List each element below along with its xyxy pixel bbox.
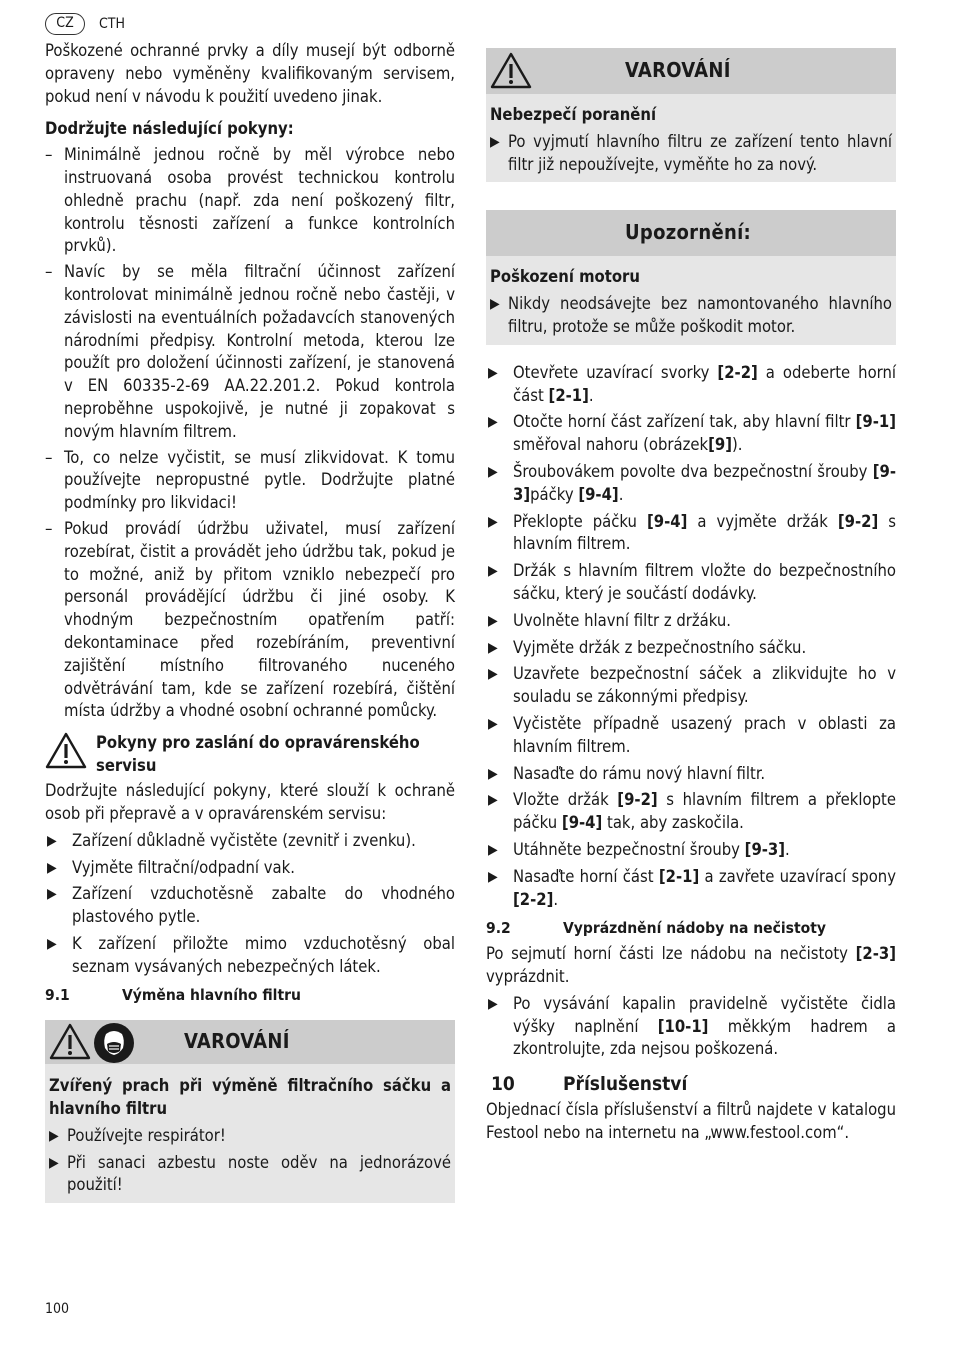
warning-box-injury [486,48,896,182]
section-9-2-heading [486,917,896,940]
service-heading: Pokyny pro zaslání do opravárenského servisu [96,733,420,775]
list-item: ▶ Držák s hlavním filtrem vložte do bezpečnostního sáčku, který je součástí dodávky. [488,561,896,603]
instructions-heading: Dodržujte následující pokyny: [45,119,294,139]
reference-label: [9-4] [561,813,603,833]
service-intro: Dodržujte následující pokyny, které slouží k ochraně osob při přepravě a v opravárenském servisu: [45,781,455,823]
list-item: – Navíc by se měla filtrační účinnost zařízení kontrolovat minimálně jednou ročně nebo častěji, v závislosti na eventuálních požadavcích stanovených národními předpisy. Kontrolní metoda, kterou lze použít pro doložení účinnosti zařízení, je stanovená v EN 60335-2-69 AA.22.201.2. Pokud kontrola neproběhne uspokojivě, je nutné ji zopakovat s novým hlavním filtrem. [45,262,455,441]
list-item: ▶ Uvolněte hlavní filtr z držáku. [486,610,896,633]
section-9-1-heading [45,984,455,1007]
list-item: ▶ Vyčistěte případně usazený prach v oblasti za hlavním filtrem. [488,713,896,756]
warning-box-body [486,94,896,182]
arrow-bullet-icon: ▶ [488,841,498,858]
reference-label: [2-2] [717,362,758,382]
arrow-bullet-icon: ▶ [488,639,498,656]
filter-replacement-steps [486,362,896,912]
reference-label: [9-2] [617,790,658,810]
reference-label: [2-3] [855,944,896,964]
list-item: ▶ Po vyjmutí hlavního filtru ze zařízení tento hlavní filtr již nepoužívejte, vyměňte ho za nový. [490,131,892,174]
arrow-bullet-icon: ▶ [488,364,498,381]
reference-label: [9-4] [578,484,619,504]
section-10-heading [486,1073,896,1096]
warning-box-list [49,1125,451,1197]
arrow-bullet-icon: ▶ [488,612,498,629]
list-item: ▶ Vložte držák [9-2] s hlavním filtrem a překlopte páčku [9-4] tak, aby zaskočila. [488,790,896,833]
list-item: ▶ Vyjměte filtrační/odpadní vak. [47,857,295,877]
list-item: ▶ Po vysávání kapalin pravidelně vyčistěte čidla výšky naplnění [10-1] měkkým hadrem a zkontrolujte, zda nejsou poškozená. [488,993,897,1059]
reference-label: [9-2] [837,511,879,531]
notice-box-title: Upozornění: [625,220,752,245]
list-item: ▶ Zařízení vzduchotěsně zabalte do vhodného plastového pytle. [47,884,455,927]
notice-box-motor [486,210,896,344]
warning-box-list [490,131,892,177]
list-item: ▶ Vyjměte držák z bezpečnostního sáčku. [486,637,896,660]
intro-paragraph: Poškozené ochranné prvky a díly musejí být odborně opraveny nebo vyměněny kvalifikovaným servisem, pokud není v návodu k použití uvedeno jinak. [45,41,455,106]
notice-box-subtitle: Poškození motoru [490,267,640,287]
list-item: – Pokud provádí údržbu uživatel, musí zařízení rozebírat, čistit a provádět jeho údržbu tak, pokud je to možné, aniž by přitom vzniklo nebezpečí pro personál provádějící údržbu či jiné osoby. K vhodným bezpečnostním opatřením patří: dekontaminace před rozebíráním, preventivní zajištění místního filtrovaného nuceného odvětrávání tam, kde se zařízení rozebírá, čištění místa údržby a vhodné osobní ochranné pomůcky. [45,518,455,721]
list-item: ▶ Nasaďte do rámu nový hlavní filtr. [486,763,896,786]
section-9-2-list [486,993,896,1061]
section-title: Příslušenství [563,1073,688,1096]
model-label: CTH [99,16,125,32]
section-9-2-text: Po sejmutí horní části lze nádobu na nečistoty [2-3] vyprázdnit. [486,944,896,986]
arrow-bullet-icon: ▶ [488,513,498,530]
list-item: ▶ Používejte respirátor! [49,1125,226,1145]
warning-box-title: VAROVÁNÍ [625,58,731,82]
section-10-text: Objednací čísla příslušenství a filtrů najdete v katalogu Festool nebo na internetu na „www.festool.com“. [486,1099,896,1142]
list-item: ▶ K zařízení přiložte mimo vzduchotěsný obal seznam vysávaných nebezpečných látek. [47,933,455,976]
arrow-bullet-icon: ▶ [488,666,498,683]
section-title: Vyprázdnění nádoby na nečistoty [563,919,826,938]
arrow-bullet-icon: ▶ [488,715,498,732]
warning-box-subtitle: Nebezpečí poranění [490,105,657,124]
reference-label: [9] [708,435,733,455]
section-title: Výměna hlavního filtru [122,986,301,1005]
page-number: 100 [45,1301,70,1317]
list-item: ▶ Nikdy neodsávejte bez namontovaného hlavního filtru, protože se může poškodit motor. [490,294,892,336]
warning-box-title: VAROVÁNÍ [184,1029,290,1054]
list-item: ▶ Při sanaci azbestu noste oděv na jednorázové použití! [49,1152,451,1195]
list-item: ▶ Utáhněte bezpečnostní šrouby [9-3]. [486,839,896,862]
service-list [45,830,455,979]
warning-box-dust [45,1020,455,1203]
list-item: ▶ Překlopte páčku [9-4] a vyjměte držák [9-2] s hlavním filtrem. [488,511,897,554]
reference-label: [2-1] [658,866,700,886]
notice-box-header [486,210,896,256]
arrow-bullet-icon: ▶ [488,563,498,580]
arrow-bullet-icon: ▶ [488,995,498,1012]
right-column [486,48,896,1144]
section-number: 9.1 [45,986,70,1005]
reference-label: [2-1] [548,385,589,405]
arrow-bullet-icon: ▶ [488,868,498,885]
list-item: ▶ Otočte horní část zařízení tak, aby hlavní filtr [9-1] směřoval nahoru (obrázek[9]). [488,412,896,455]
section-number: 10 [491,1073,515,1096]
left-column [45,40,455,1203]
reference-label: [9-3] [513,461,896,504]
list-item: ▶ Šroubovákem povolte dva bezpečnostní šrouby [9-3]páčky [9-4]. [488,461,896,504]
list-item: – To, co nelze vyčistit, se musí zlikvidovat. K tomu používejte nepropustné pytle. Dodržujte platné podmínky pro likvidaci! [45,447,455,513]
service-heading-block [45,732,455,778]
list-item: ▶ Nasaďte horní část [2-1] a zavřete uzavírací spony [2-2]. [488,866,896,909]
list-item: ▶ Zařízení důkladně vyčistěte (zevnitř i zvenku). [47,830,416,850]
reference-label: [9-4] [646,511,688,531]
warning-box-header [45,1020,455,1064]
warning-box-subtitle: Zvířený prach při výměně filtračního sáčku a hlavního filtru [49,1076,451,1119]
warning-triangle-icon [45,732,87,770]
instruction-list [45,144,455,723]
warning-box-header [486,48,896,94]
list-item: ▶ Otevřete uzavírací svorky [2-2] a odeberte horní část [2-1]. [488,362,896,405]
reference-label: [9-3] [744,839,786,859]
section-number: 9.2 [486,919,511,938]
warning-box-body [45,1064,455,1203]
list-item: – Minimálně jednou ročně by měl výrobce nebo instruovaná osoba provést technickou kontrolu ohledně prachu (např. zda není poškozený filtr, kontrolu těsnosti zařízení a funkce kontrolních prvků). [45,145,455,256]
reference-label: [10-1] [657,1016,709,1036]
notice-box-list [490,293,892,339]
respirator-mask-icon [93,1022,135,1064]
arrow-bullet-icon: ▶ [488,463,498,480]
reference-label: [2-2] [513,889,554,909]
list-item: ▶ Uzavřete bezpečnostní sáček a zlikvidujte ho v souladu se zákonnými předpisy. [488,664,896,707]
arrow-bullet-icon: ▶ [488,765,498,782]
warning-triangle-icon [490,52,532,90]
language-badge: CZ [45,13,85,35]
arrow-bullet-icon: ▶ [488,414,498,431]
reference-label: [9-1] [855,412,896,432]
notice-box-body [486,256,896,344]
arrow-bullet-icon: ▶ [488,792,498,809]
warning-triangle-icon [49,1023,91,1061]
